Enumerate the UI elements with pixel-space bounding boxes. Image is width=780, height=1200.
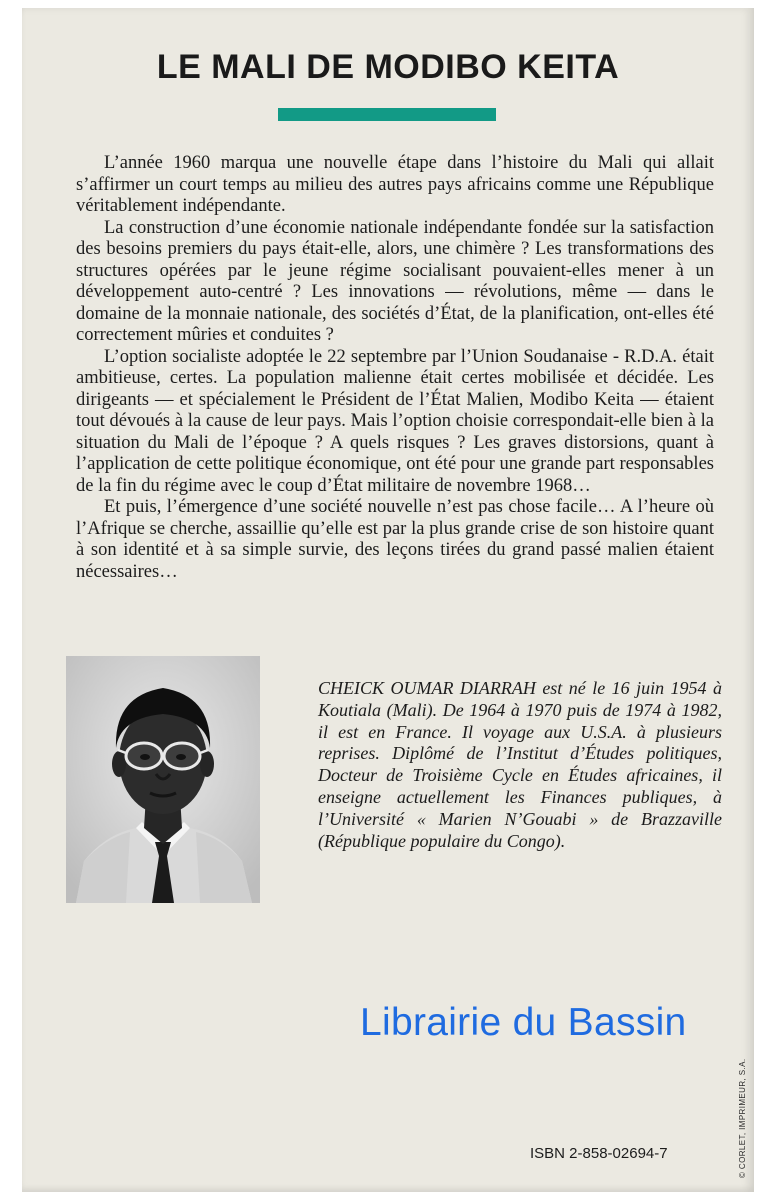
- title-accent-bar: [278, 108, 496, 121]
- printer-credit: [738, 1059, 747, 1178]
- author-biography: CHEICK OUMAR DIARRAH est né le 16 juin 1954 à Koutiala (Mali). De 1964 à 1970 puis de 1974 à 1982, il est en France. Il voyage aux U.S.A. à plusieurs reprises. Diplômé de l’Institut d’Études politiques, Docteur de Troisième Cycle en Études africaines, il enseigne actuellement les Finances publiques, à l’Université « Marien N’Gouabi » de Brazzaville (République populaire du Congo).: [318, 678, 722, 851]
- synopsis-paragraph: Et puis, l’émergence d’une société nouvelle n’est pas chose facile… A l’heure où l’Afrique se cherche, assaillie qu’elle est par la plus grande crise de son histoire quant à son identité et à sa simple survie, des leçons tirées du grand passé malien étaient nécessaires…: [76, 497, 714, 582]
- isbn-number: ISBN 2-858-02694-7: [530, 1145, 668, 1162]
- bookseller-watermark: Librairie du Bassin: [360, 1001, 687, 1044]
- printer-credit-text: CORLET, IMPRIMEUR, S.A.: [738, 1058, 747, 1170]
- synopsis-paragraph: L’année 1960 marqua une nouvelle étape dans l’histoire du Mali qui allait s’affirmer un court temps au milieu des autres pays africains comme une République véritablement indépendante.: [76, 153, 714, 216]
- author-photo: [66, 656, 260, 903]
- book-title: LE MALI DE MODIBO KEITA: [156, 48, 620, 86]
- book-back-cover: [22, 8, 754, 1192]
- synopsis: [76, 153, 714, 583]
- copyright-icon: ©: [738, 1171, 747, 1178]
- synopsis-paragraph: La construction d’une économie nationale indépendante fondée sur la satisfaction des besoins premiers du pays était-elle, alors, une chimère ? Les transformations des structures opérées par le jeune régime socialisant pouvaient-elles mener à un développement auto-centré ? Les innovations — révolutions, même — dans le domaine de la monnaie nationale, des sociétés d’État, de la planification, ont-elles été correctement mûries et conduites ?: [76, 217, 714, 345]
- synopsis-paragraph: L’option socialiste adoptée le 22 septembre par l’Union Soudanaise - R.D.A. était ambitieuse, certes. La population malienne était certes mobilisée et décidée. Les dirigeants — et spécialement le Président de l’État Malien, Modibo Keita — étaient tout dévoués à la cause de leur pays. Mais l’option choisie correspondait-elle bien à la situation du Mali de l’époque ? A quels risques ? Les graves distorsions, quant à l’application de cette politique économique, ont été pour une grande part responsables de la fin du régime avec le coup d’État militaire de novembre 1968…: [76, 346, 714, 496]
